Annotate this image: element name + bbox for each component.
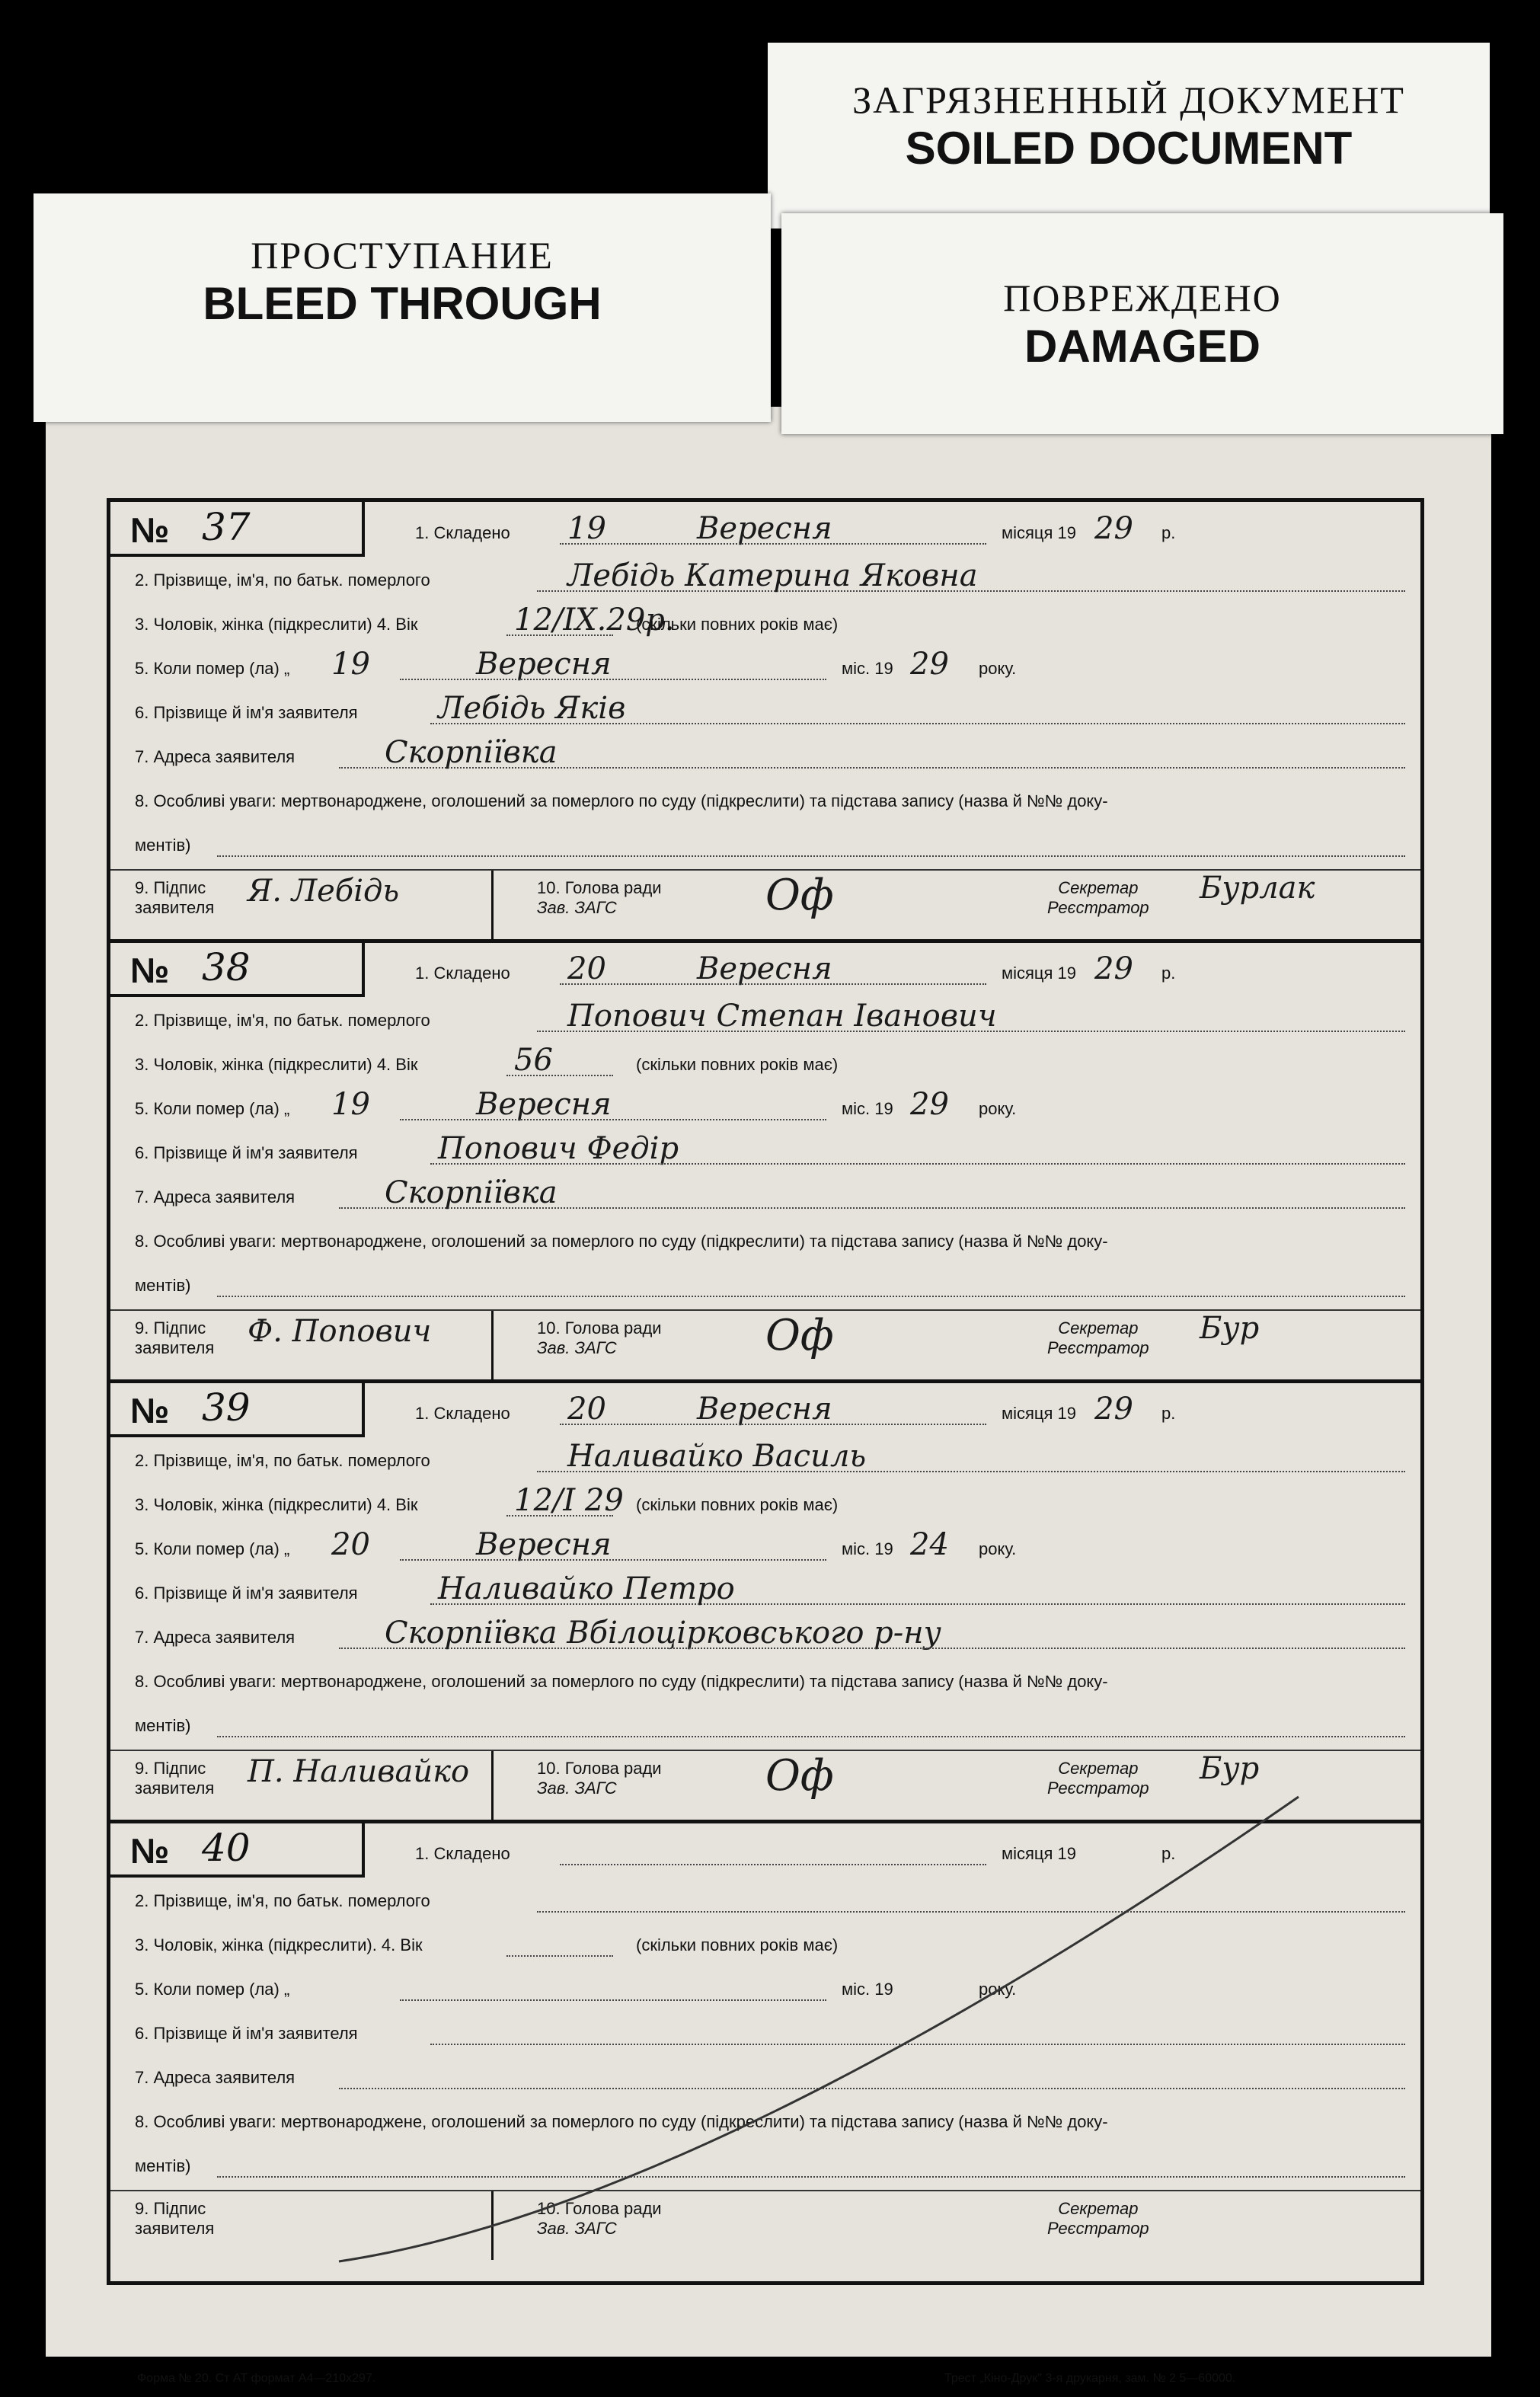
field-label: 2. Прізвище, ім'я, по батьк. померлого [135,570,430,590]
field-label: 7. Адреса заявителя [135,1187,296,1206]
field-label: ментів) [135,836,191,855]
record-number: 38 [202,945,251,989]
label-roku: року. [979,1539,1017,1558]
death-day: 19 [331,1087,370,1122]
head-signature: Оф [765,871,834,920]
composed-month: Вересня [697,951,832,986]
label-full-years: (скільки повних років має) [636,1055,839,1074]
sign-label-1: 9. Підпис [135,2199,206,2218]
field-label: 7. Адреса заявителя [135,1628,296,1647]
field-label: 3. Чоловік, жінка (підкреслити) 4. Вік [135,1495,418,1514]
head-signature: Оф [765,1311,834,1360]
field-value: Скорпіївка Вбілоцірковського р-ну [385,1616,941,1651]
field-label: 2. Прізвище, ім'я, по батьк. померлого [135,1011,430,1030]
sign-label-2: заявителя [135,898,215,917]
damaged-card [781,213,1503,434]
composed-day: 20 [567,951,606,986]
field-label: 5. Коли помер (ла) „ [135,659,290,678]
head-signature: Оф [765,1751,834,1801]
head-label-1: 10. Голова ради [537,1318,662,1338]
soiled-document-card [768,43,1490,229]
bleed-through-card [34,193,771,422]
label-year-suffix: р. [1161,964,1176,983]
death-day: 20 [331,1527,370,1562]
record-number: 37 [202,505,251,549]
registrar-label: Реєстратор [1047,898,1149,917]
composed-year: 29 [1094,511,1133,546]
field-label: 6. Прізвище й ім'я заявителя [135,703,358,722]
label-mis: міс. 19 [842,1980,893,1999]
field-value: Лебідь Катерина Яковна [567,558,978,593]
field-label: 8. Особливі уваги: мертвонароджене, оголошений за померлого по суду (підкреслити) та підстава запису (назва й №№ доку- [135,1232,1108,1251]
composed-month: Вересня [697,1392,832,1427]
field-label: 2. Прізвище, ім'я, по батьк. померлого [135,1891,430,1910]
death-register-form [107,498,1424,2285]
label-month: місяця 19 [1002,523,1077,542]
field-label: 5. Коли помер (ла) „ [135,1099,290,1118]
composed-day: 19 [567,511,606,546]
record-number: 39 [202,1385,251,1430]
death-month: Вересня [476,1087,612,1122]
head-label-2: Зав. ЗАГС [537,1779,617,1798]
registrar-label: Реєстратор [1047,1779,1149,1798]
death-month: Вересня [476,1527,612,1562]
register-sheet [46,407,1491,2385]
record-number: 40 [202,1826,251,1870]
field-label: 3. Чоловік, жінка (підкреслити) 4. Вік [135,1055,418,1074]
field-value: Лебідь Яків [438,691,626,726]
sign-label-2: заявителя [135,2219,215,2238]
label-month: місяця 19 [1002,1404,1077,1423]
composed-day: 20 [567,1392,606,1427]
field-value: Наливайко Петро [438,1571,735,1606]
sign-label-1: 9. Підпис [135,1759,206,1778]
form-footer-right: Трест „Кіно-Друк" 3-я друкарня, зам. № 2 5—60000. [944,2372,1236,2385]
sign-label-1: 9. Підпис [135,878,206,897]
composed-year: 29 [1094,951,1133,986]
damaged-en: DAMAGED [1024,321,1260,372]
label-composed: 1. Складено [415,523,510,542]
registrar-label: Реєстратор [1047,1338,1149,1357]
bleed-en: BLEED THROUGH [203,278,602,329]
death-year: 29 [910,1087,949,1122]
field-label: 7. Адреса заявителя [135,747,296,766]
field-label: 2. Прізвище, ім'я, по батьк. померлого [135,1451,430,1470]
death-year: 24 [910,1527,949,1562]
label-full-years: (скільки повних років має) [636,1935,839,1954]
death-month: Вересня [476,647,612,682]
label-month: місяця 19 [1002,964,1077,983]
number-sign: № [130,510,170,550]
label-month: місяця 19 [1002,1844,1077,1863]
field-label: 8. Особливі уваги: мертвонароджене, оголошений за померлого по суду (підкреслити) та підстава запису (назва й №№ доку- [135,2112,1108,2131]
secretary-signature: Бур [1200,1751,1260,1786]
label-composed: 1. Складено [415,1844,510,1863]
head-label-1: 10. Голова ради [537,2199,662,2218]
applicant-signature: П. Наливайко [248,1754,470,1789]
applicant-signature: Ф. Попович [248,1314,432,1349]
field-label: ментів) [135,1716,191,1735]
head-label-1: 10. Голова ради [537,1759,662,1778]
secretary-label-1: Секретар [1058,878,1139,897]
sign-label-1: 9. Підпис [135,1318,206,1338]
field-label: ментів) [135,2156,191,2175]
form-footer-left: Форма № 20. Ст АТ формат А4—210х297. [137,2372,376,2385]
field-label: 5. Коли помер (ла) „ [135,1539,290,1558]
label-year-suffix: р. [1161,523,1176,542]
field-label: 8. Особливі уваги: мертвонароджене, оголошений за померлого по суду (підкреслити) та підстава запису (назва й №№ доку- [135,791,1108,810]
label-roku: року. [979,1099,1017,1118]
secretary-label-1: Секретар [1058,2199,1139,2218]
label-year-suffix: р. [1161,1844,1176,1863]
soiled-ru: ЗАГРЯЗНЕННЫЙ ДОКУМЕНТ [852,78,1405,121]
field-label: 6. Прізвище й ім'я заявителя [135,1143,358,1162]
field-value: Попович Степан Іванович [567,999,997,1034]
label-roku: року. [979,1980,1017,1999]
head-label-2: Зав. ЗАГС [537,2219,617,2238]
composed-month: Вересня [697,511,832,546]
field-value: Наливайко Василь [567,1439,867,1474]
soiled-en: SOILED DOCUMENT [905,123,1353,174]
field-label: 3. Чоловік, жінка (підкреслити). 4. Вік [135,1935,423,1954]
secretary-signature: Бурлак [1200,871,1315,906]
head-label-2: Зав. ЗАГС [537,898,617,917]
label-mis: міс. 19 [842,1099,893,1118]
cancel-line [339,1797,1299,2261]
registrar-label: Реєстратор [1047,2219,1149,2238]
sign-label-2: заявителя [135,1779,215,1798]
secretary-label-1: Секретар [1058,1318,1139,1338]
label-roku: року. [979,659,1017,678]
field-label: 6. Прізвище й ім'я заявителя [135,1584,358,1603]
field-label: 8. Особливі уваги: мертвонароджене, оголошений за померлого по суду (підкреслити) та підстава запису (назва й №№ доку- [135,1672,1108,1691]
field-label: ментів) [135,1276,191,1295]
label-mis: міс. 19 [842,659,893,678]
label-composed: 1. Складено [415,1404,510,1423]
field-label: 5. Коли помер (ла) „ [135,1980,290,1999]
number-sign: № [130,1831,170,1871]
sign-label-2: заявителя [135,1338,215,1357]
field-value: 56 [514,1043,553,1078]
field-value: Скорпіївка [385,735,558,770]
head-label-1: 10. Голова ради [537,878,662,897]
label-mis: міс. 19 [842,1539,893,1558]
field-value: 12/IX.29р. [514,602,675,638]
composed-year: 29 [1094,1392,1133,1427]
label-full-years: (скільки повних років має) [636,1495,839,1514]
number-sign: № [130,951,170,990]
secretary-label-1: Секретар [1058,1759,1139,1778]
death-day: 19 [331,647,370,682]
secretary-signature: Бур [1200,1311,1260,1346]
damaged-ru: ПОВРЕЖДЕНО [1003,276,1282,319]
death-year: 29 [910,647,949,682]
label-composed: 1. Складено [415,964,510,983]
number-sign: № [130,1391,170,1430]
applicant-signature: Я. Лебідь [248,874,400,909]
cancel-stroke [110,502,1428,2289]
head-label-2: Зав. ЗАГС [537,1338,617,1357]
label-year-suffix: р. [1161,1404,1176,1423]
field-label: 7. Адреса заявителя [135,2068,296,2087]
field-value: Скорпіївка [385,1175,558,1210]
field-label: 3. Чоловік, жінка (підкреслити) 4. Вік [135,615,418,634]
field-label: 6. Прізвище й ім'я заявителя [135,2024,358,2043]
bleed-ru: ПРОСТУПАНИЕ [251,234,554,276]
field-value: Попович Федір [438,1131,679,1166]
field-value: 12/I 29 [514,1483,624,1518]
label-full-years: (скільки повних років має) [636,615,839,634]
